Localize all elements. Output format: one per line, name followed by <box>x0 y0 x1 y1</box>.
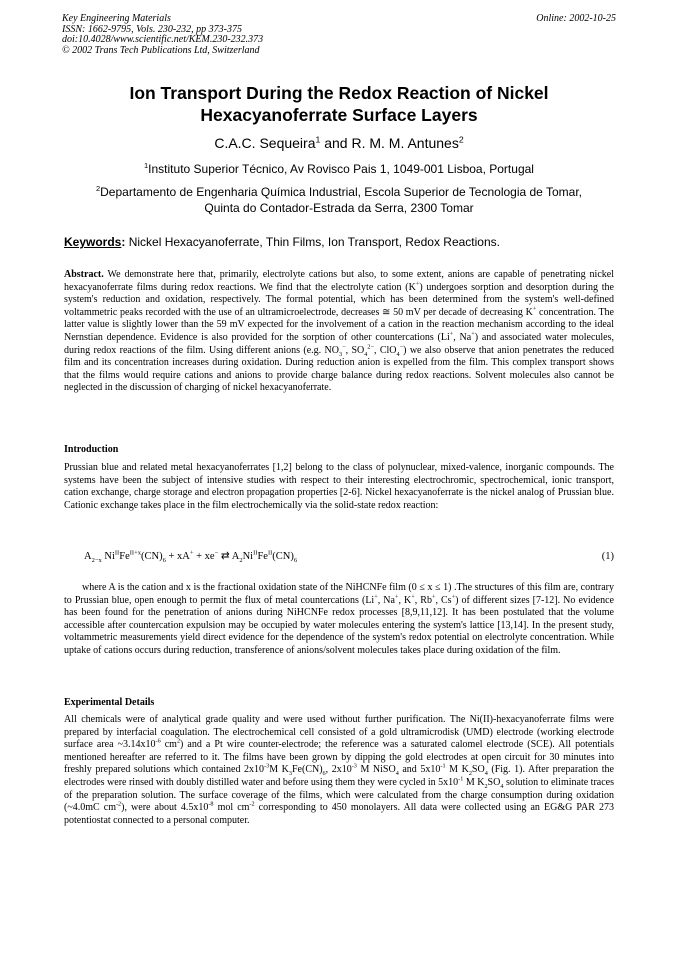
affiliation-2 <box>62 184 616 216</box>
author-2-affil-mark: 2 <box>458 134 464 145</box>
exp-text: solution to eliminate traces of the preparation solution. The surface coverage of the films, which were calculated from the charge consumption during oxidation (~4.0mC cm <box>64 776 614 814</box>
author-2: R. M. M. Antunes <box>351 135 459 151</box>
equation-1 <box>84 550 614 572</box>
intro-text: , K <box>398 594 412 606</box>
exp-text: cm <box>160 739 177 751</box>
exp-sub: 2 <box>484 782 488 790</box>
exp-sub: 3 <box>288 770 292 778</box>
exp-text: Fe(CN) <box>291 764 323 776</box>
affiliation-1-mark: 1 <box>144 161 149 170</box>
issn-line: ISSN: 1662-9795, Vols. 230-232, pp 373-375 <box>62 23 242 35</box>
keywords-label: Keywords <box>64 235 122 249</box>
author-1-affil-mark: 1 <box>315 134 321 145</box>
keywords-text: Nickel Hexacyanoferrate, Thin Films, Ion Transport, Redox Reactions. <box>128 235 500 249</box>
exp-sup: -6 <box>155 737 161 745</box>
intro-text: , Cs <box>435 594 452 606</box>
intro-text: , Na <box>377 594 395 606</box>
exp-sup: -1 <box>458 775 464 783</box>
exp-sup: -2 <box>115 800 122 808</box>
exp-text: ), were about 4.5x10 <box>121 802 209 814</box>
intro-text: ) of different sizes [7-12]. No evidence has been found for the penetration of anions during NiHCNFe redox processes [8,9,11,12]. It has been postulated that the volume accessible after countercation expulsion may be occupied by water molecules entering the system's lattice [13,14]. In the present study, voltammetric measurements yield direct evidence for the dependence of the system's redox potential on electrolyte concentration. While uptake of cations occurs during reduction, transference of anions/solvent molecules takes place during oxidation of the film. <box>64 594 614 656</box>
abstract: Abstract. We demonstrate here that, primarily, electrolyte cations but also, to some extent, anions are capable of penetrating nickel hexacyanoferrate films during redox reactions. We find that the electrolyte cation (K+) undergoes sorption and desorption during the system's reduction and oxidation, respectively. The formal potential, which has been determined from the system's well-defined voltammetric peaks recorded with the use of an ultramicroelectrode, decreases ≅ 50 mV per decade of decreasing K+ concentration. The latter value is slightly lower than the 59 mV expected for the involvement of a cation in the reaction mechanism according to the ideal Nernstian dependence. Evidence is also provided for the sorption of other countercations (Li+, Na+) and associated water molecules, during redox reactions of the film. Using different anions (e.g. $NO_3^-$, $SO_4^{2-}$, ClO$_4$−) we also observe that anion penetrates the reduced film and its concentration increases during oxidation. During reduction anion is expelled from the film. This complex transport shows that the films would require cations and anions to provide charge balance during redox reactions. Solvent molecules also cannot be neglected in the discussion of charging of nickel hexacyanoferrate. <box>64 269 615 394</box>
exp-text: M NiSO <box>356 764 396 776</box>
abstract-text: ) and associated water molecules, during redox reactions of the film. Using different anions (e.g. NO <box>64 331 614 356</box>
introduction-paragraph-2: where A is the cation and x is the fractional oxidation state of the NiHCNFe film (0 ≤ x ≤ 1) .The structures of this film are, contrary to Prussian blue, open enough to permit the flux of metal countercations (Li+, Na+, K+, Rb+, Cs+) of different sizes [7-12]. No evidence has been found for the penetration of anions during NiHCNFe redox processes [8,9,11,12]. It has been postulated that the volume accessible after countercation expulsion may be occupied by water molecules entering the system's lattice [13,14]. In the present study, voltammetric measurements yield direct evidence for the dependence of the system's redox potential on electrolyte concentration. While uptake of cations occurs during reduction, transference of anions/solvent molecules takes place during oxidation of the film. <box>64 582 614 656</box>
author-list <box>62 135 616 151</box>
exp-text: (Fig. 1). After preparation the electrodes were rinsed with doubly distilled water and before using them they were cycled in 5x10 <box>64 764 614 788</box>
equation-body: $A_{2-x}$ $Ni^{II}Fe^{II+x}(CN)_6 + xA^+ + xe^-$ ⇄ $A_2Ni^{II}Fe^{II}(CN)_6$ <box>84 549 298 565</box>
exp-text: M K <box>445 764 469 776</box>
affiliation-1-text: Instituto Superior Técnico, Av Rovisco Pais 1, 1049-001 Lisboa, Portugal <box>148 162 534 176</box>
experimental-paragraph <box>64 714 614 827</box>
intro-text: where A is the cation and x is the fractional oxidation state of the NiHCNFe film (0 ≤ x ≤ 1) .The structures of this film are, contrary to Prussian blue, open enough to permit the flux of metal countercations (Li <box>64 582 614 606</box>
exp-text: , 2x10 <box>325 764 352 776</box>
abstract-text: , SO <box>345 344 365 356</box>
exp-sub: 4 <box>484 770 488 778</box>
exp-text: corresponding to 450 monolayers. All data were collected using an EG&G PAR 273 potentiostat connected to a personal computer. <box>64 802 615 826</box>
title-line-2: Hexacyanoferrate Surface Layers <box>200 105 478 125</box>
abstract-text: concentration. The latter value is slightly lower than the 59 mV expected for the involvement of a cation in the reaction mechanism according to the ideal Nernstian dependence. Evidence is also provided for the sorption of other countercations (Li <box>64 306 614 343</box>
abstract-text: We demonstrate here that, primarily, electrolyte cations but also, to some extent, anions are capable of penetrating nickel hexacyanoferrate films during redox reactions. We find that the electrolyte cation (K <box>64 269 614 293</box>
affiliation-2-line-1: Departamento de Engenharia Química Industrial, Escola Superior de Tecnologia de Tomar, <box>100 185 582 199</box>
title-line-1: Ion Transport During the Redox Reaction of Nickel <box>129 83 549 103</box>
exp-sup: -1 <box>440 763 446 771</box>
affiliation-2-mark: 2 <box>96 184 101 193</box>
exp-text: ) and a Pt wire counter-electrode; the reference was a saturated calomel electrode (SCE). All potentials mentioned hereafter are referred to it. The films have been grown by dipping the gold electrodes at open circuit for 30 minutes into freshly prepared solutions which contained 2x10 <box>64 739 614 776</box>
exp-text: M K <box>463 776 485 788</box>
exp-sub: 4 <box>395 770 399 778</box>
equation-number: (1) <box>601 551 614 562</box>
affiliation-1 <box>62 161 616 177</box>
exp-sup: -8 <box>208 800 214 808</box>
author-conjunction: and <box>320 135 352 151</box>
abstract-text: , ClO <box>373 344 397 356</box>
paper-title <box>62 82 616 126</box>
keywords-line: Keywords: Nickel Hexacyanoferrate, Thin Films, Ion Transport, Redox Reactions. <box>64 235 500 249</box>
abstract-text: , Na <box>453 331 472 343</box>
online-date: Online: 2002-10-25 <box>536 13 616 24</box>
exp-sub: 2 <box>468 770 472 778</box>
exp-text: and 5x10 <box>398 764 441 776</box>
doi-line: doi:10.4028/www.scientific.net/KEM.230-232.373 <box>62 34 264 45</box>
introduction-heading: Introduction <box>64 444 119 455</box>
exp-sup: -3 <box>351 763 357 771</box>
exp-text: SO <box>487 776 501 788</box>
abstract-text: ) we also observe that anion penetrates the reduced film and its concentration increases during oxidation. During reduction anion is expelled from the film. This complex transport shows that the films would require cations and anions to provide charge balance during redox reactions. Solvent molecules also cannot be neglected in the discussion of charging of nickel hexacyanoferrate. <box>64 344 614 394</box>
journal-header <box>62 14 616 56</box>
affiliation-2-line-2: Quinta do Contador-Estrada da Serra, 2300 Tomar <box>204 201 474 215</box>
exp-sup: -2 <box>249 800 255 808</box>
copyright-line: © 2002 Trans Tech Publications Ltd, Switzerland <box>62 44 260 56</box>
author-1: C.A.C. Sequeira <box>214 135 316 151</box>
exp-sub: 4 <box>500 782 504 790</box>
exp-text: mol cm <box>213 802 250 814</box>
abstract-text: ) undergoes sorption and desorption during the system's reduction and oxidation, respectively. The formal potential, which has been determined from the system's well-defined voltammetric peaks recorded with the use of an ultramicroelectrode, decreases ≅ 50 mV per decade of decreasing K <box>64 281 615 318</box>
exp-sup: 2 <box>176 737 181 745</box>
exp-sub: 6 <box>322 770 326 778</box>
exp-text: M K <box>269 764 289 776</box>
journal-name: Key Engineering Materials <box>62 13 171 24</box>
exp-text: SO <box>471 764 485 776</box>
experimental-heading: Experimental Details <box>64 697 155 708</box>
exp-sup: -3 <box>264 763 270 771</box>
intro-text: , Rb <box>414 594 432 606</box>
introduction-paragraph-1: Prussian blue and related metal hexacyanoferrates [1,2] belong to the class of polynuclear, mixed-valence, inorganic compounds. The systems have been the subject of intensive studies with respect to their interesting electrochromic, spectrochemical, ionic transport, cation exchange, charge storage and electron propagation properties [2-6]. Nickel hexacyanoferrate is the nickel analog of Prussian blue. Cationic exchange takes place in the film electrochemically via the solid-state redox reaction: <box>64 462 614 511</box>
exp-text: All chemicals were of analytical grade quality and were used without further purification. The Ni(II)-hexacyanoferrate films were prepared by interfacial coagulation. The electrochemical cell consisted of a gold ultramicrodisk (UMD) electrode (working electrode surface area ~3.14x10 <box>64 714 614 751</box>
abstract-label: Abstract. <box>64 269 104 280</box>
